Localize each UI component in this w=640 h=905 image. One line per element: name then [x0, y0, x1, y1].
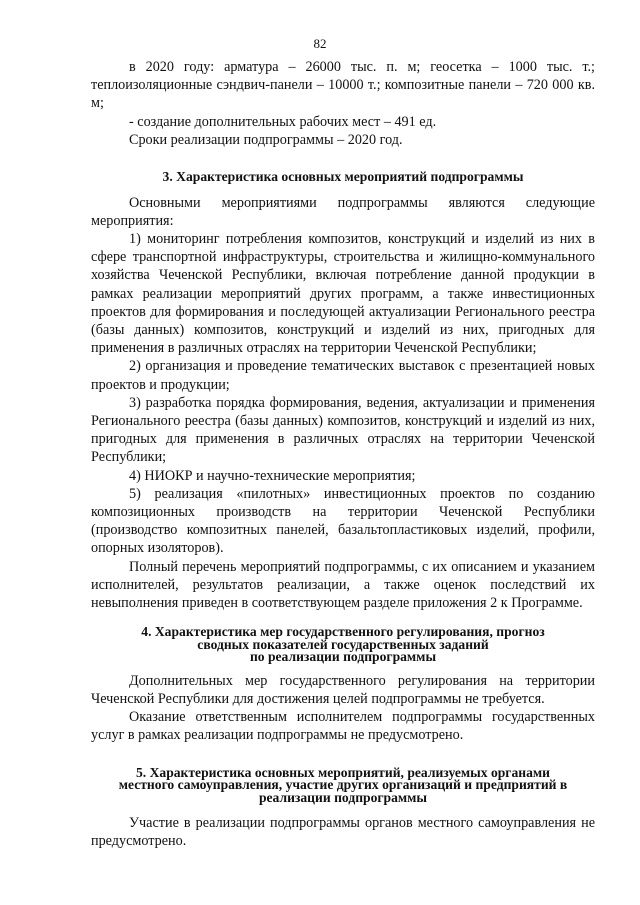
- intro-jobs-paragraph: - создание дополнительных рабочих мест – 491 ед.: [129, 113, 437, 130]
- section-3-item-4: 4) НИОКР и научно-технические мероприятия;: [129, 467, 416, 484]
- section-3-closing: Полный перечень мероприятий подпрограммы, с их описанием и указанием исполнителей, результатов реализации, а также оценок последствий их невыполнения приведен в соответствующем разделе приложения 2 к Программе.: [91, 558, 595, 611]
- section-3-item-5: 5) реализация «пилотных» инвестиционных проектов по созданию композиционных производств на территории Чеченской Республики (производство композитных панелей, базальтопластиковых изделий, профили, опорных изоляторов).: [91, 485, 595, 557]
- section-5-heading-line-2: местного самоуправления, участие других организаций и предприятий в: [118, 777, 568, 792]
- section-5-heading: [91, 764, 595, 805]
- section-5-paragraph-1: Участие в реализации подпрограммы органов местного самоуправления не предусмотрено.: [91, 815, 595, 850]
- section-4-heading-line-1: 4. Характеристика мер государственного регулирования, прогноз: [141, 624, 545, 640]
- section-4-paragraph-1: Дополнительных мер государственного регулирования на территории Чеченской Республики для достижения целей подпрограммы не требуется.: [91, 672, 595, 707]
- section-3-intro: Основными мероприятиями подпрограммы являются следующие мероприятия:: [91, 194, 595, 229]
- section-3-item-2: 2) организация и проведение тематических выставок с презентацией новых проектов и продукции;: [91, 358, 595, 393]
- section-3-item-1: 1) мониторинг потребления композитов, конструкций и изделий из них в сфере транспортной инфраструктуры, строительства и жилищно-коммунального хозяйства Чеченской Республики, включая потребление данной продукции в рамках реализации мероприятий других программ, а также инвестиционных проектов для формирования и последующей актуализации Регионального реестра (базы данных) композитов, конструкций и изделий из них, пригодных для применения в различных отраслях на территории Чеченской Республики;: [91, 230, 595, 357]
- intro-targets-paragraph: в 2020 году: арматура – 26000 тыс. п. м; геосетка – 1000 тыс. т.; теплоизоляционные сэндвич-панели – 10000 т.; композитные панели – 720 000 кв. м;: [91, 59, 595, 112]
- section-4-heading: [91, 626, 595, 664]
- section-4-heading-line-2: сводных показателей государственных заданий: [197, 636, 489, 652]
- page-number: 82: [313, 36, 327, 51]
- section-5-heading-line-1: 5. Характеристика основных мероприятий, реализуемых органами: [135, 764, 550, 780]
- section-4-heading-line-3: по реализации подпрограммы: [249, 649, 437, 665]
- section-3-heading: 3. Характеристика основных мероприятий подпрограммы: [162, 169, 524, 185]
- document-body: [91, 58, 595, 850]
- section-5-heading-line-3: реализации подпрограммы: [258, 789, 428, 805]
- intro-timeline-paragraph: Сроки реализации подпрограммы – 2020 год.: [129, 131, 403, 148]
- section-4-paragraph-2: Оказание ответственным исполнителем подпрограммы государственных услуг в рамках реализации подпрограммы не предусмотрено.: [91, 709, 595, 744]
- section-3-item-3: 3) разработка порядка формирования, ведения, актуализации и применения Регионального реестра (базы данных) композитов, конструкций и изделий из них, пригодных для применения в различных отраслях на территории Чеченской Республики;: [91, 394, 595, 466]
